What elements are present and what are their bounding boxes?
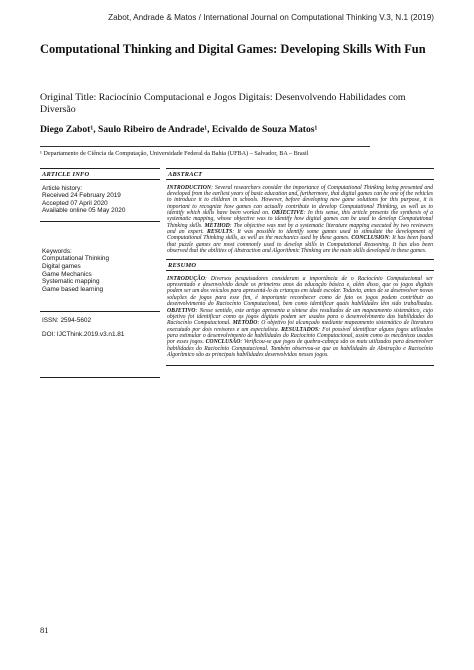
abstract-conclusion-label: CONCLUSION [351,235,389,242]
keyword: Game based learning [42,285,104,293]
abstract-method: : The objective was met by a systematic literature mapping executed by two reviewers and an expert. [167,222,433,235]
article-info-heading: ARTICLE INFO [40,168,160,180]
resumo-objective-label: OBJETIVO [167,307,196,314]
abstract-column [166,168,434,366]
abstract-conclusion: : It has been found that puzzle games are most commonly used to develop skills in Computational Reasoning. It has also been observed that the abilities of Abstraction and Algorithmic Thinking are the main skills developed in these games. [167,235,433,254]
history-label: Article history: [42,184,83,192]
history-online: Available online 05 May 2020 [42,207,126,215]
history-received: Received 24 February 2019 [42,192,121,200]
abstract-results: : It was possible to identify some games used to stimulate the development of Computational Thinking skills, as well as the mechanics used by these games. [167,228,433,242]
resumo-objective: : Nesse sentido, este artigo apresenta a síntese dos resultados de um mapeamento sistemático, cujo objetivo foi identificar como os jogos digitais podem ser usados para o desenvolvimento das habilidades do Raciocínio Computacional. [167,307,433,327]
abstract-results-label: RESULTS [207,228,233,235]
article-title: Computational Thinking and Digital Games: Developing Skills With Fun [40,42,426,56]
abstract-method-label: METHOD [204,222,230,229]
keywords-block [40,222,160,313]
resumo-conclusion: : Verificou-se que jogos de quebra-cabeça são os mais utilizados para desenvolver habilidades do Raciocínio Computacional. Também observou-se que as habilidades de Abstração e Raciocínio Algorítmico são as principais habilidades desenvolvidas nesses jogos. [167,339,433,358]
resumo-text [166,271,434,366]
history-accepted: Accepted 07 April 2020 [42,199,108,207]
abstract-intro-label: INTRODUCTION [167,184,212,191]
keyword: Game Mechanics [42,270,92,278]
page-number: 81 [40,625,49,635]
original-title: Original Title: Raciocínio Computacional e Jogos Digitais: Desenvolvendo Habilidades com Diversão [40,92,406,115]
keyword: Computational Thinking [42,255,110,263]
resumo-intro-label: INTRODUÇÃO [167,275,206,282]
abstract-objective: : In this sense, this article presents the synthesis of a systematic mapping, whose objective was to identify how digital games can be used to develop Computational Thinking skills. [167,209,434,229]
identifiers-block [40,312,160,377]
resumo-intro: : Diversos pesquisadores consideram a importância de o Raciocínio Computacional ser apresentado e desenvolvido desde os primeiros anos da educação básica e, além disso, que os jogos digitais podem ser um dos veículos para apresentá-lo às crianças em idade escolar. Todavia, antes de se desenvolver novas soluções de jogos para esse fim, é importante reconhecer como de fato os jogos podem contribuir ao desenvolvimento do Raciocínio Computacional, bem como identificar quais habilidades têm sido trabalhadas. [167,275,433,308]
doi: DOI: IJCThink.2019.v3.n1.81 [42,331,125,339]
resumo-results: : Foi possível identificar alguns jogos utilizados para estimular o desenvolvimento de habilidades do Raciocínio Computacional, assim como as mecânicas usadas por esses jogos. [167,326,433,346]
keyword: Digital games [42,263,81,271]
abstract-heading: ABSTRACT [166,168,434,180]
article-info-column [40,168,160,378]
running-head: Zabot, Andrade & Matos / International Journal on Computational Thinking V.3, N.1 (2019) [108,13,434,22]
resumo-results-label: RESULTADOS [281,326,319,333]
resumo-method-label: MÉTODO [232,320,258,327]
resumo-method: : O objetivo foi alcançado mediante mapeamento sistemático de literatura executado por dois revisores e um especialista. [167,320,433,333]
affiliation: ¹ Departamento de Ciência da Computação, Universidade Federal da Bahia (UFBA) – Salvador, BA – Brasil [40,146,370,157]
article-history [40,180,160,222]
abstract-text [166,180,434,259]
issn: ISSN: 2594-5602 [42,317,92,325]
authors: Diego Zabot¹, Saulo Ribeiro de Andrade¹, Ecivaldo de Souza Matos¹ [40,124,318,135]
keyword: Systematic mapping [42,278,100,286]
keywords-label: Keywords: [42,247,72,255]
resumo-heading: RESUMO [166,259,434,271]
resumo-conclusion-label: CONCLUSÃO [205,339,241,346]
abstract-objective-label: OBJECTIVE [271,209,304,216]
abstract-intro: : Several researchers consider the importance of Computational Thinking being presented and developed from the earliest years of basic education and, furthermore, that digital games can be one of the vehicles to introduce it to children in schools. However, before developing new game solutions for this purpose, it is important to recognize how games can actually contribute to develop Computational Thinking, as well as to identify which skills have been worked on. [167,184,433,216]
